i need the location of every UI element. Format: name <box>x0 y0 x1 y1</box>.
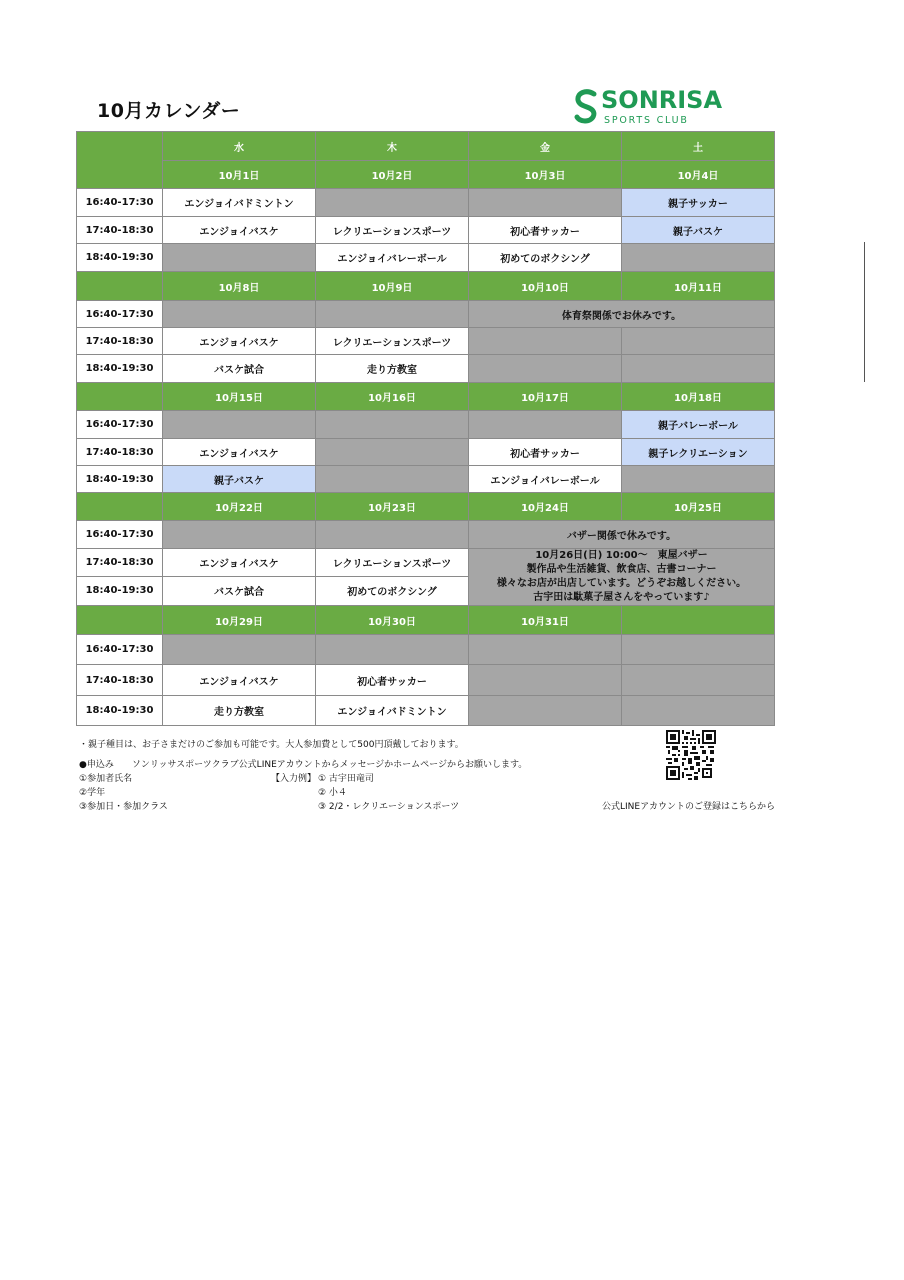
closed-cell <box>469 355 622 383</box>
class-cell: エンジョイバドミントン <box>316 696 469 726</box>
parent-child-note: ・親子種目は、お子さまだけのご参加も可能です。大人参加費として500円頂戴しております。 <box>79 740 464 750</box>
time-cell: 17:40-18:30 <box>77 328 163 355</box>
class-cell: エンジョイバスケ <box>163 549 316 577</box>
form-item-class: ③参加日・参加クラス <box>79 802 168 812</box>
closed-cell <box>316 521 469 549</box>
date-cell: 10月30日 <box>316 606 469 635</box>
closed-cell <box>622 665 775 696</box>
bazaar-announcement <box>469 549 775 606</box>
class-cell: バスケ試合 <box>163 355 316 383</box>
date-cell: 10月24日 <box>469 493 622 521</box>
date-cell: 10月10日 <box>469 272 622 301</box>
closed-cell <box>469 189 622 217</box>
example-class: ③ 2/2・レクリエーションスポーツ <box>318 802 460 812</box>
logo <box>574 86 723 130</box>
logo-subtitle: SPORTS CLUB <box>604 115 689 126</box>
date-cell: 10月18日 <box>622 383 775 411</box>
closed-cell <box>163 521 316 549</box>
page-title: 10月カレンダー <box>97 100 241 122</box>
bazaar-line: 古宇田は駄菓子屋さんをやっています♪ <box>533 592 710 603</box>
closed-cell <box>622 696 775 726</box>
weekday-thu: 木 <box>316 132 469 161</box>
class-cell: バスケ試合 <box>163 576 316 605</box>
class-cell: エンジョイバドミントン <box>163 189 316 217</box>
closed-cell <box>622 244 775 272</box>
date-cell: 10月2日 <box>316 161 469 189</box>
closed-cell <box>469 696 622 726</box>
closed-cell <box>622 635 775 665</box>
holiday-note: バザー関係で休みです。 <box>469 521 775 549</box>
class-cell: エンジョイバスケ <box>163 665 316 696</box>
date-cell: 10月31日 <box>469 606 622 635</box>
closed-cell <box>316 411 469 439</box>
class-cell: エンジョイバスケ <box>163 439 316 466</box>
family-class-cell: 親子バスケ <box>622 217 775 244</box>
time-cell: 18:40-19:30 <box>77 696 163 726</box>
time-cell: 18:40-19:30 <box>77 355 163 383</box>
family-class-cell: 親子サッカー <box>622 189 775 217</box>
class-cell: 初心者サッカー <box>316 665 469 696</box>
example-grade: ② 小４ <box>318 788 347 798</box>
closed-cell <box>316 439 469 466</box>
time-cell: 18:40-19:30 <box>77 244 163 272</box>
class-cell: エンジョイバレーボール <box>316 244 469 272</box>
date-cell: 10月3日 <box>469 161 622 189</box>
closed-cell <box>469 665 622 696</box>
closed-cell <box>469 635 622 665</box>
date-cell <box>622 606 775 635</box>
class-cell: エンジョイバスケ <box>163 328 316 355</box>
closed-cell <box>622 466 775 493</box>
class-cell: エンジョイバスケ <box>163 217 316 244</box>
family-class-cell: 親子レクリエーション <box>622 439 775 466</box>
date-cell: 10月22日 <box>163 493 316 521</box>
form-item-grade: ②学年 <box>79 788 106 798</box>
time-cell: 17:40-18:30 <box>77 439 163 466</box>
date-cell: 10月17日 <box>469 383 622 411</box>
line-registration-note: 公式LINEアカウントのご登録はこちらから <box>602 802 775 812</box>
form-item-name: ①参加者氏名 <box>79 774 133 784</box>
application-note: ●申込み ソンリッサスポーツクラブ公式LINEアカウントからメッセージかホームページからお願いします。 <box>79 760 528 770</box>
date-cell: 10月23日 <box>316 493 469 521</box>
time-cell: 16:40-17:30 <box>77 411 163 439</box>
time-cell: 16:40-17:30 <box>77 301 163 328</box>
october-calendar <box>76 131 775 726</box>
date-cell: 10月9日 <box>316 272 469 301</box>
date-cell: 10月25日 <box>622 493 775 521</box>
time-cell: 16:40-17:30 <box>77 521 163 549</box>
closed-cell <box>469 411 622 439</box>
weekday-fri: 金 <box>469 132 622 161</box>
date-cell: 10月1日 <box>163 161 316 189</box>
week-spacer-cell <box>77 493 163 521</box>
date-cell: 10月29日 <box>163 606 316 635</box>
corner-cell <box>77 132 163 189</box>
week-spacer-cell <box>77 606 163 635</box>
closed-cell <box>622 355 775 383</box>
closed-cell <box>163 411 316 439</box>
class-cell: 初めてのボクシング <box>316 576 469 605</box>
page-edge-line <box>864 242 865 382</box>
closed-cell <box>316 189 469 217</box>
weekday-sat: 土 <box>622 132 775 161</box>
time-cell: 17:40-18:30 <box>77 217 163 244</box>
class-cell: レクリエーションスポーツ <box>316 328 469 355</box>
closed-cell <box>163 301 316 328</box>
logo-mark-icon <box>574 88 600 126</box>
closed-cell <box>163 244 316 272</box>
time-cell: 16:40-17:30 <box>77 189 163 217</box>
bazaar-line: 10月26日(日) 10:00〜 東屋バザー <box>535 550 708 561</box>
week-spacer-cell <box>77 272 163 301</box>
closed-cell <box>316 635 469 665</box>
class-cell: エンジョイバレーボール <box>469 466 622 493</box>
time-cell: 18:40-19:30 <box>77 466 163 493</box>
time-cell: 17:40-18:30 <box>77 549 163 577</box>
example-label: 【入力例】 <box>271 774 317 784</box>
bazaar-line: 様々なお店が出店しています。どうぞお越しください。 <box>496 578 747 589</box>
class-cell: 初心者サッカー <box>469 217 622 244</box>
class-cell: 走り方教室 <box>163 696 316 726</box>
class-cell: レクリエーションスポーツ <box>316 549 469 577</box>
holiday-note: 体育祭関係でお休みです。 <box>469 301 775 328</box>
time-cell: 18:40-19:30 <box>77 576 163 605</box>
family-class-cell: 親子バレーボール <box>622 411 775 439</box>
line-qr-code-icon[interactable] <box>666 730 716 780</box>
closed-cell <box>163 635 316 665</box>
date-cell: 10月15日 <box>163 383 316 411</box>
class-cell: 走り方教室 <box>316 355 469 383</box>
bazaar-line: 製作品や生活雑貨、飲食店、古書コーナー <box>526 564 717 575</box>
family-class-cell: 親子バスケ <box>163 466 316 493</box>
class-cell: 初心者サッカー <box>469 439 622 466</box>
example-name: ① 古宇田竜司 <box>318 774 374 784</box>
time-cell: 16:40-17:30 <box>77 635 163 665</box>
class-cell: 初めてのボクシング <box>469 244 622 272</box>
closed-cell <box>469 328 622 355</box>
time-cell: 17:40-18:30 <box>77 665 163 696</box>
closed-cell <box>316 301 469 328</box>
date-cell: 10月8日 <box>163 272 316 301</box>
date-cell: 10月4日 <box>622 161 775 189</box>
date-cell: 10月11日 <box>622 272 775 301</box>
class-cell: レクリエーションスポーツ <box>316 217 469 244</box>
week-spacer-cell <box>77 383 163 411</box>
closed-cell <box>316 466 469 493</box>
logo-name: SONRISA <box>601 86 723 114</box>
weekday-wed: 水 <box>163 132 316 161</box>
closed-cell <box>622 328 775 355</box>
date-cell: 10月16日 <box>316 383 469 411</box>
